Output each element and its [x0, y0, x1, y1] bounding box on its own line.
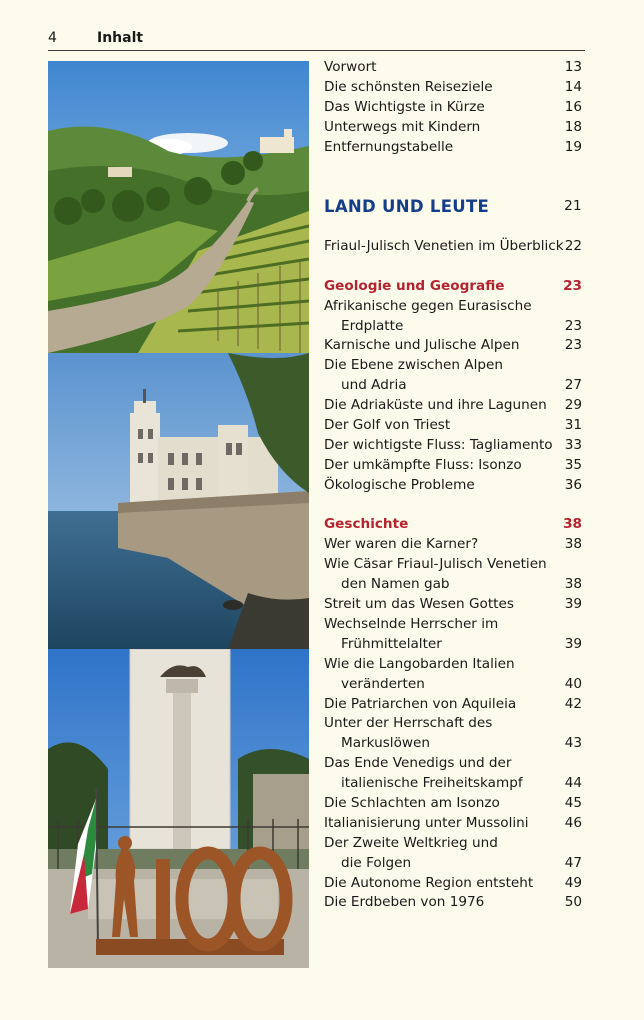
toc-page-number: 27 — [564, 377, 582, 394]
toc-entry-title: Wechselnde Herrscher im — [324, 615, 499, 632]
toc-page-number: 42 — [564, 695, 582, 712]
toc-entry — [324, 635, 582, 655]
toc-entry — [324, 595, 582, 615]
toc-page-number: 33 — [564, 436, 582, 453]
toc-entry — [324, 356, 582, 376]
toc-entry — [324, 794, 582, 814]
toc-page-number: 23 — [563, 277, 582, 294]
toc-entry-title: Der umkämpfte Fluss: Isonzo — [324, 456, 522, 473]
toc-entry-title: Entfernungstabelle — [324, 138, 454, 155]
toc-entry — [324, 555, 582, 575]
toc-page-number: 46 — [564, 814, 582, 831]
toc-entry-title: veränderten — [341, 675, 425, 692]
toc-entry-title: Die Ebene zwischen Alpen — [324, 357, 503, 374]
toc-entry-title: LAND UND LEUTE — [324, 197, 490, 217]
toc-entry-title: Die schönsten Reiseziele — [324, 78, 493, 95]
toc-entry — [324, 814, 582, 834]
toc-page-number: 19 — [564, 138, 582, 155]
toc-entry-title: Wie Cäsar Friaul-Julisch Venetien — [324, 556, 547, 573]
toc-page-number: 16 — [564, 98, 582, 115]
table-of-contents — [324, 58, 582, 913]
toc-entry-title: Die Erdbeben von 1976 — [324, 894, 485, 911]
toc-page-number: 38 — [564, 576, 582, 593]
toc-entry — [324, 754, 582, 774]
toc-entry — [324, 456, 582, 476]
toc-entry — [324, 714, 582, 734]
toc-entry — [324, 396, 582, 416]
toc-entry — [324, 118, 582, 138]
toc-entry-title: Der Zweite Weltkrieg und — [324, 834, 498, 851]
toc-entry-title: Geschichte — [324, 516, 409, 533]
running-head: Inhalt — [97, 30, 144, 46]
toc-entry — [324, 78, 582, 98]
toc-entry — [324, 854, 582, 874]
toc-page-number: 43 — [564, 735, 582, 752]
toc-entry-title: Die Patriarchen von Aquileia — [324, 695, 517, 712]
monument-photo — [48, 649, 309, 968]
toc-entry-title: Streit um das Wesen Gottes — [324, 596, 514, 613]
toc-entry — [324, 655, 582, 675]
toc-entry-title: Erdplatte — [341, 317, 404, 334]
toc-entry — [324, 834, 582, 854]
toc-entry — [324, 615, 582, 635]
toc-chapter-heading — [324, 197, 582, 217]
toc-entry — [324, 336, 582, 356]
toc-entry-title: Die Schlachten am Isonzo — [324, 794, 500, 811]
toc-entry-title: Das Wichtigste in Kürze — [324, 98, 485, 115]
toc-section-heading — [324, 515, 582, 535]
page-number: 4 — [48, 30, 57, 46]
toc-entry-title: Italianisierung unter Mussolini — [324, 814, 529, 831]
toc-entry-title: Der wichtigste Fluss: Tagliamento — [324, 436, 553, 453]
toc-entry-title: den Namen gab — [341, 576, 450, 593]
toc-entry-title: die Folgen — [341, 854, 412, 871]
toc-page-number: 18 — [564, 118, 582, 135]
toc-entry — [324, 476, 582, 496]
toc-entry — [324, 376, 582, 396]
toc-page-number: 13 — [564, 59, 582, 75]
page-header — [48, 30, 585, 51]
toc-page-number: 36 — [564, 476, 582, 493]
toc-page-number: 23 — [564, 337, 582, 354]
toc-entry — [324, 675, 582, 695]
toc-entry-title: Das Ende Venedigs und der — [324, 755, 512, 772]
toc-page-number: 45 — [564, 794, 582, 811]
toc-page-number: 23 — [564, 317, 582, 334]
toc-page-number: 40 — [564, 675, 582, 692]
toc-entry — [324, 575, 582, 595]
toc-page-number: 21 — [564, 198, 582, 215]
toc-entry-title: Karnische und Julische Alpen — [324, 337, 520, 354]
toc-entry-title: Die Autonome Region entsteht — [324, 874, 534, 891]
toc-page-number: 38 — [564, 536, 582, 553]
photo-column — [48, 61, 309, 968]
toc-entry-title: Markuslöwen — [341, 735, 430, 752]
toc-entry — [324, 774, 582, 794]
toc-entry — [324, 58, 582, 78]
castle-photo — [48, 353, 309, 649]
toc-entry — [324, 874, 582, 894]
toc-entry — [324, 734, 582, 754]
toc-section-heading — [324, 277, 582, 297]
toc-page-number: 14 — [564, 78, 582, 95]
toc-page-number: 44 — [564, 775, 582, 792]
toc-entry — [324, 138, 582, 158]
toc-page-number: 31 — [564, 417, 582, 434]
toc-spacer — [324, 496, 582, 516]
toc-entry — [324, 893, 582, 913]
toc-page-number: 49 — [564, 874, 582, 891]
toc-page-number: 29 — [564, 397, 582, 414]
toc-entry — [324, 317, 582, 337]
toc-page-number: 38 — [563, 516, 582, 533]
toc-page-number: 35 — [564, 456, 582, 473]
toc-entry-title: Die Adriaküste und ihre Lagunen — [324, 397, 547, 414]
toc-entry-title: Der Golf von Triest — [324, 417, 451, 434]
toc-entry-title: italienische Freiheitskampf — [341, 775, 523, 792]
toc-entry-title: Unterwegs mit Kindern — [324, 118, 481, 135]
toc-page-number: 50 — [564, 894, 582, 911]
toc-entry — [324, 98, 582, 118]
toc-entry — [324, 436, 582, 456]
toc-entry — [324, 297, 582, 317]
toc-entry-title: und Adria — [341, 377, 407, 394]
toc-page-number: 22 — [564, 238, 582, 255]
toc-spacer — [324, 217, 582, 237]
toc-entry-title: Wie die Langobarden Italien — [324, 655, 515, 672]
toc-entry-title: Friaul-Julisch Venetien im Überblick — [324, 238, 564, 255]
toc-page-number: 47 — [564, 854, 582, 871]
vineyard-photo — [48, 61, 309, 353]
toc-entry-title: Unter der Herrschaft des — [324, 715, 493, 732]
toc-entry-title: Afrikanische gegen Eurasische — [324, 297, 532, 314]
toc-entry-title: Geologie und Geografie — [324, 277, 505, 294]
toc-spacer — [324, 157, 582, 177]
toc-entry-title: Wer waren die Karner? — [324, 536, 479, 553]
toc-entry-title: Vorwort — [324, 59, 377, 75]
toc-spacer — [324, 257, 582, 277]
toc-entry — [324, 535, 582, 555]
toc-entry — [324, 237, 582, 257]
toc-page-number: 39 — [564, 596, 582, 613]
toc-entry-title: Ökologische Probleme — [324, 476, 475, 493]
toc-entry — [324, 416, 582, 436]
toc-entry — [324, 695, 582, 715]
toc-page-number: 39 — [564, 635, 582, 652]
toc-entry-title: Frühmittelalter — [341, 635, 442, 652]
toc-spacer — [324, 177, 582, 197]
